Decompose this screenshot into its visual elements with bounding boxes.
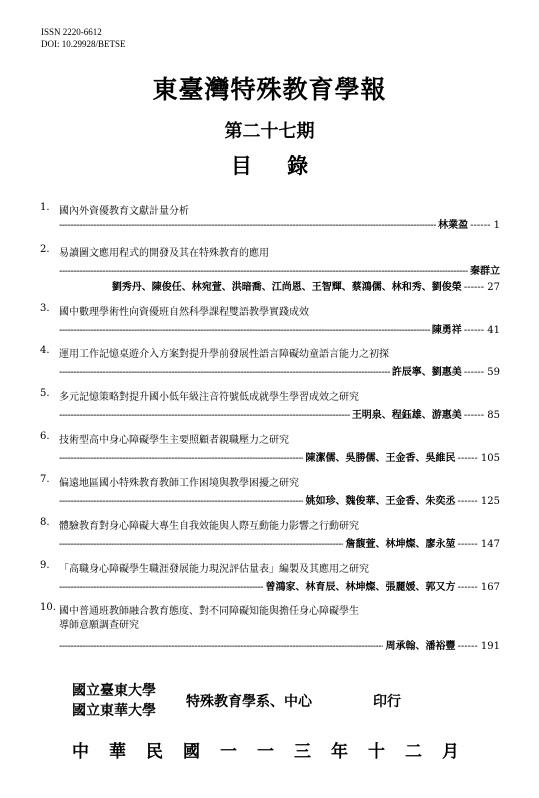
entry-page-leader: ------ bbox=[457, 453, 481, 464]
dot-leader bbox=[59, 266, 468, 277]
entry-authors: 周承翰、潘裕豐 bbox=[385, 641, 456, 652]
dot-leader bbox=[59, 582, 263, 593]
dot-leader bbox=[59, 410, 350, 421]
entry-leader-line bbox=[59, 406, 500, 421]
entry-page: 85 bbox=[487, 410, 500, 421]
entry-page: 167 bbox=[480, 582, 500, 593]
entry-leader-line bbox=[59, 535, 500, 550]
entry-page-leader: ------ bbox=[470, 220, 494, 231]
entry-title: 體驗教育對身心障礙大專生自我效能與人際互動能力影響之行動研究 bbox=[59, 521, 359, 532]
university-1: 國立臺東大學 bbox=[72, 683, 156, 699]
entry-number: 4. bbox=[40, 345, 50, 356]
university-2: 國立東華大學 bbox=[72, 703, 156, 719]
entry-page: 105 bbox=[480, 453, 500, 464]
entry-page-leader: ------ bbox=[457, 582, 481, 593]
entry-number: 1. bbox=[40, 202, 50, 213]
entry-leader-line bbox=[59, 449, 500, 464]
entry-title: 易讀圖文應用程式的開發及其在特殊教育的應用 bbox=[59, 248, 269, 259]
entry-page-leader: ------ bbox=[457, 496, 481, 507]
issue-label: 第二十七期 bbox=[224, 121, 315, 142]
entry-title: 國中普通班教師融合教育態度、對不同障礙知能與擔任身心障礙學生 bbox=[59, 606, 359, 617]
entry-authors: 詹馥萱、林坤燦、廖永堃 bbox=[345, 539, 456, 550]
entry-leader-line bbox=[59, 578, 500, 593]
entry-number: 10. bbox=[40, 602, 56, 613]
entry-authors: 陳勇祥 bbox=[431, 325, 462, 336]
entry-title: 「高職身心障礙學生職涯發展能力現況評估量表」編製及其應用之研究 bbox=[59, 564, 369, 575]
dot-leader bbox=[59, 325, 430, 336]
entry-number: 9. bbox=[40, 560, 50, 571]
dot-leader bbox=[59, 496, 303, 507]
entry-authors: 林業盈 bbox=[438, 220, 469, 231]
entry-title: 國中數理學術性向資優班自然科學課程雙語教學實踐成效 bbox=[59, 307, 309, 318]
entry-page: 147 bbox=[480, 539, 500, 550]
issn: ISSN 2220-6612 bbox=[41, 27, 102, 37]
entry-authors-line1: 秦群立 bbox=[470, 266, 500, 277]
entry-number: 8. bbox=[40, 517, 50, 528]
entry-number: 3. bbox=[40, 303, 50, 314]
entry-title: 多元記憶策略對提升國小低年級注音符號低成就學生學習成效之研究 bbox=[59, 392, 359, 403]
entry-leader-line bbox=[59, 216, 500, 231]
entry-page-leader: ------ bbox=[463, 410, 488, 421]
issn-doi-block bbox=[41, 26, 126, 50]
entry-authors: 許辰寧、劉惠美 bbox=[391, 367, 462, 378]
entry-title: 偏遠地區國小特殊教育教師工作困境與教學困擾之研究 bbox=[59, 478, 299, 489]
entry-page-leader: ------ bbox=[457, 641, 481, 652]
entry-page: 1 bbox=[493, 220, 500, 231]
entry-page-leader: ------ bbox=[463, 282, 488, 293]
publication-date: 中華民國一一三年十二月 bbox=[72, 742, 479, 762]
entry-page-leader: ------ bbox=[463, 367, 488, 378]
dot-leader bbox=[59, 453, 303, 464]
toc-heading: 目 錄 bbox=[230, 153, 323, 178]
entry-page: 125 bbox=[480, 496, 500, 507]
entry-authors: 陳潔儒、吳勝儒、王金香、吳維民 bbox=[305, 453, 456, 464]
entry-page-leader: ------ bbox=[457, 539, 481, 550]
entry-authors: 劉秀丹、陳俊任、林宛萱、洪暗喬、江尚恩、王智輝、蔡鴻儒、林和秀、劉俊榮 bbox=[111, 282, 462, 293]
entry-authors: 姚如珍、魏俊華、王金香、朱奕丞 bbox=[305, 496, 456, 507]
entry-page-leader: ------ bbox=[463, 325, 488, 336]
entry-leader-line bbox=[59, 262, 500, 277]
entry-leader-line bbox=[59, 363, 500, 378]
dot-leader bbox=[59, 220, 436, 231]
publisher-department: 特殊教育學系、中心 bbox=[186, 694, 312, 710]
entry-number: 7. bbox=[40, 474, 50, 485]
entry-number: 2. bbox=[40, 244, 50, 255]
entry-title: 技術型高中身心障礙學生主要照顧者親職壓力之研究 bbox=[59, 435, 289, 446]
entry-leader-line bbox=[59, 321, 500, 336]
entry-leader-line bbox=[59, 492, 500, 507]
entry-page: 27 bbox=[487, 282, 500, 293]
entry-leader-line bbox=[59, 637, 500, 652]
entry-authors-row bbox=[59, 278, 500, 293]
entry-page: 191 bbox=[480, 641, 500, 652]
entry-title-line2: 導師意願調查研究 bbox=[59, 620, 139, 631]
journal-title: 東臺灣特殊教育學報 bbox=[152, 75, 387, 104]
dot-leader bbox=[59, 539, 343, 550]
entry-number: 5. bbox=[40, 388, 50, 399]
publisher-universities bbox=[72, 681, 156, 721]
dot-leader bbox=[59, 367, 390, 378]
entry-authors: 曾鴻家、林育辰、林坤燦、張麗媛、郭又方 bbox=[265, 582, 456, 593]
printed-label: 印行 bbox=[373, 694, 401, 710]
doi: DOI: 10.29928/BETSE bbox=[41, 39, 126, 49]
entry-authors: 王明泉、程鈺雄、游惠美 bbox=[351, 410, 462, 421]
entry-number: 6. bbox=[40, 431, 50, 442]
entry-title: 運用工作記憶桌遊介入方案對提升學前發展性語言障礙幼童語言能力之初探 bbox=[59, 349, 389, 360]
entry-page: 41 bbox=[487, 325, 500, 336]
entry-page: 59 bbox=[487, 367, 500, 378]
entry-title: 國內外資優教育文獻計量分析 bbox=[59, 206, 189, 217]
dot-leader bbox=[59, 641, 383, 652]
